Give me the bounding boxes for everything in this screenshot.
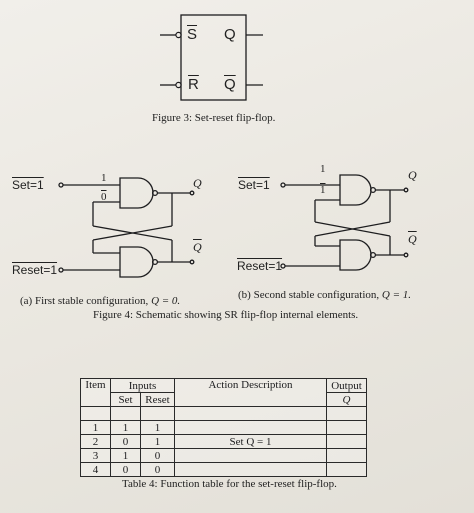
table-row [81,421,367,435]
table-row [81,463,367,477]
cell-action [175,421,327,435]
header-output-q: Q [327,393,367,407]
cell-item: 4 [81,463,111,477]
subcaption-b-prefix: (b) Second stable configuration, [238,289,382,301]
table-row [81,435,367,449]
header-reset: Reset [141,393,175,407]
cell-action: Set Q = 1 [175,435,327,449]
subcaption-a-eq: Q = 0. [151,295,181,307]
reset-label-a: Reset=1 [12,263,58,277]
pin-qbar-label: $\overline{Q}$ [224,76,236,93]
table-row [81,449,367,463]
q-output-label-a: Q [193,176,202,190]
feedback-value-b: 1 [320,184,326,196]
feedback-value-a: 0 [101,191,107,203]
set-label-b: Set=1 [238,178,270,192]
cell-reset: 0 [141,463,175,477]
subcaption-b [238,289,411,301]
header-output: Output [327,379,367,393]
spacer-row [81,407,367,421]
subcaption-b-eq: Q = 1. [381,289,412,301]
cell-item: 1 [81,421,111,435]
subcaption-a [20,295,180,307]
header-set: Set [111,393,141,407]
q-output-label-b: Q [408,168,417,182]
cell-item: 2 [81,435,111,449]
table-4-caption: Table 4: Function table for the set-reset flip-flop. [122,478,337,490]
cell-output [327,449,367,463]
set-label-a: Set=1 [12,178,44,192]
figure-4-caption: Figure 4: Schematic showing SR flip-flop internal elements. [93,309,359,321]
cell-set: 0 [111,435,141,449]
pin-r-label: $\overline{R}$ [188,76,199,93]
subcaption-a-prefix: (a) First stable configuration, [20,295,152,307]
cell-action [175,463,327,477]
cell-output [327,463,367,477]
cell-action [175,449,327,463]
header-item: Item [81,379,111,407]
header-action: Action Description [175,379,327,407]
cell-output [327,421,367,435]
cell-reset: 1 [141,421,175,435]
pin-q-label: Q [224,26,236,43]
figure-3-caption: Figure 3: Set-reset flip-flop. [152,112,276,124]
cell-output [327,435,367,449]
cell-reset: 0 [141,449,175,463]
table-header-row [81,379,367,393]
top-input-value-b: 1 [320,163,326,175]
reset-label-b: Reset=1 [237,259,283,273]
cell-set: 0 [111,463,141,477]
top-input-value-a: 1 [101,172,107,184]
function-table [80,378,367,477]
qbar-output-label-a: $\overline{Q}$ [193,240,202,254]
pin-s-label: $\overline{S}$ [187,26,198,43]
cell-set: 1 [111,421,141,435]
header-inputs: Inputs [111,379,175,393]
cell-item: 3 [81,449,111,463]
cell-reset: 1 [141,435,175,449]
cell-set: 1 [111,449,141,463]
qbar-output-label-b: $\overline{Q}$ [408,232,417,246]
